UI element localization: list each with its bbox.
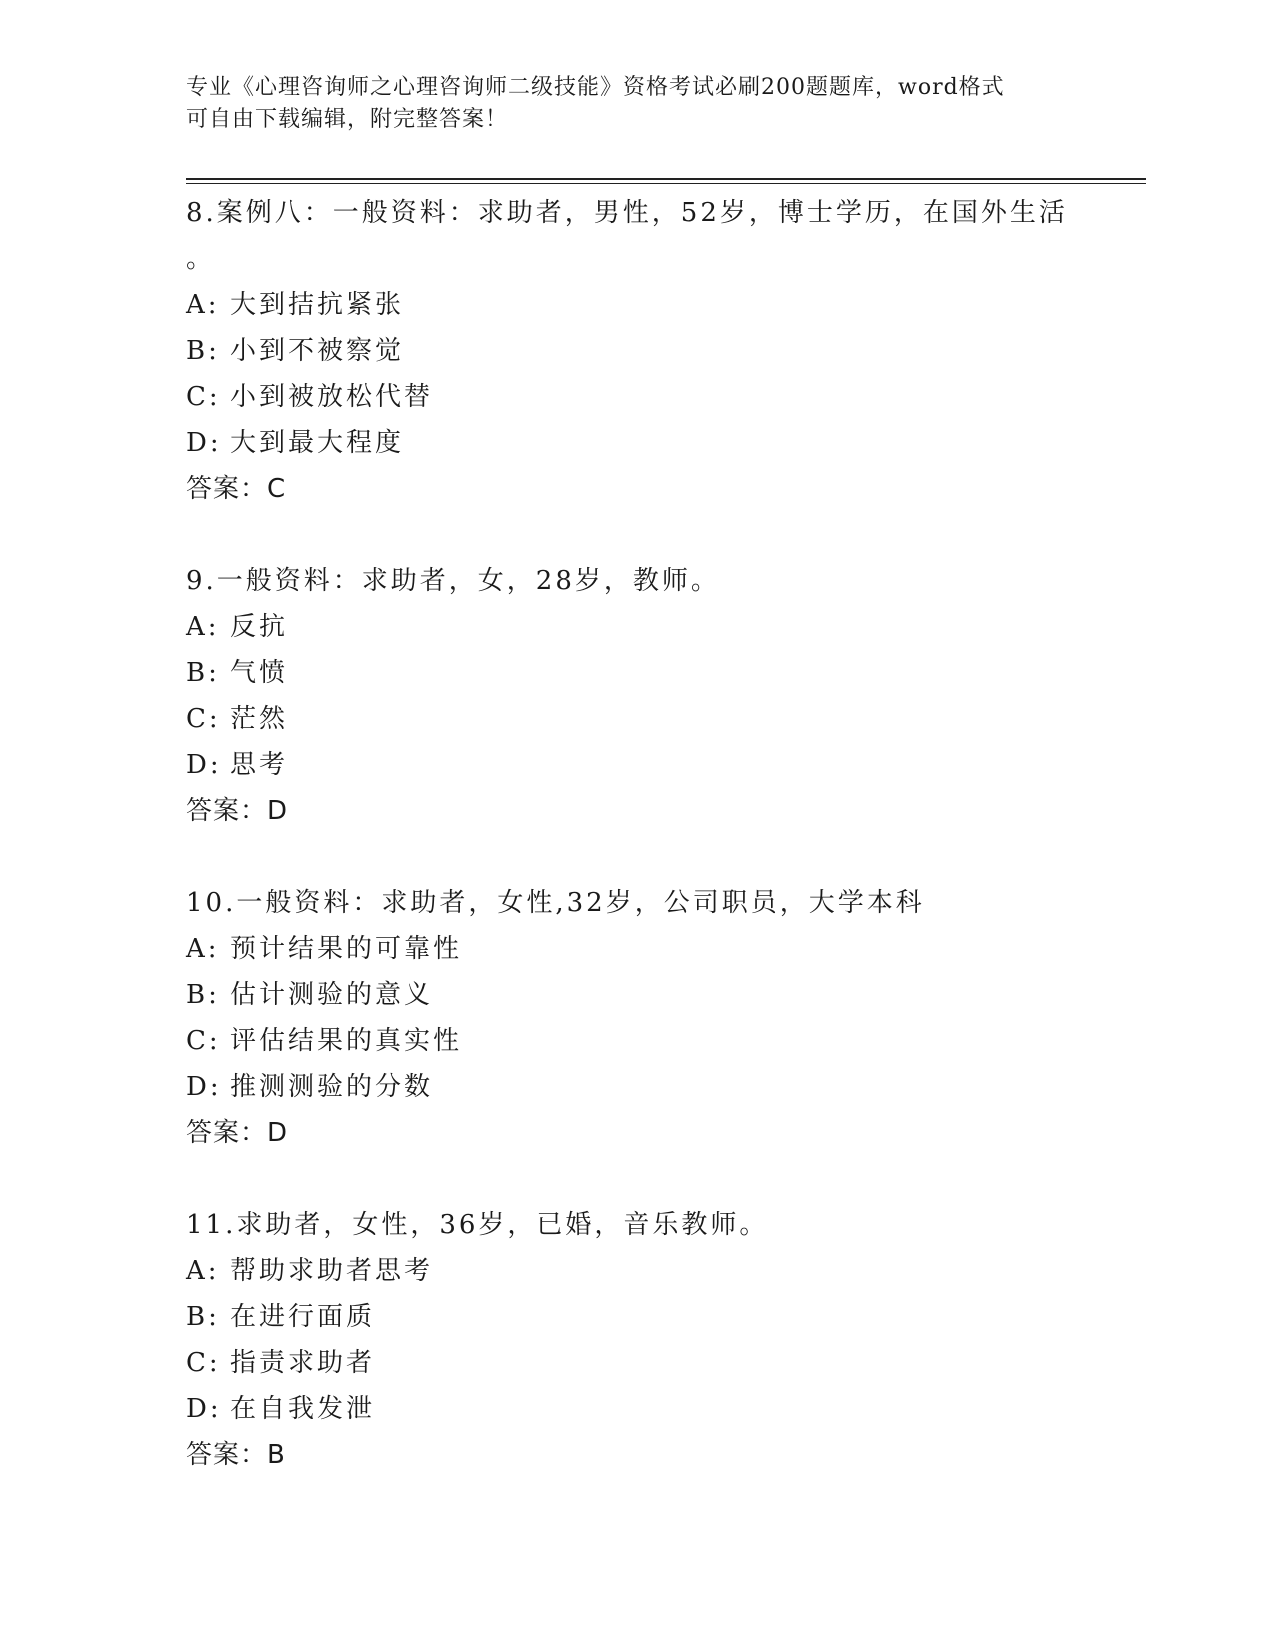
option-a: [186, 1248, 1146, 1294]
question-list: [186, 190, 1146, 1524]
option-key: B:: [186, 1302, 220, 1332]
option-text: 在自我发泄: [230, 1394, 376, 1424]
question-item: [186, 1202, 1146, 1478]
header-rule-thick: [186, 178, 1146, 180]
option-text: 帮助求助者思考: [230, 1256, 434, 1286]
header-line-1: 专业《心理咨询师之心理咨询师二级技能》资格考试必刷200题题库，word格式: [186, 75, 1005, 100]
option-b: [186, 328, 1146, 374]
question-stem-continuation: 。: [186, 244, 216, 274]
option-key: D:: [186, 1072, 222, 1102]
option-text: 指责求助者: [230, 1348, 376, 1378]
option-text: 小到被放松代替: [230, 382, 434, 412]
option-key: D:: [186, 750, 222, 780]
question-item: [186, 880, 1146, 1156]
option-key: C:: [186, 704, 221, 734]
option-c: [186, 1340, 1146, 1386]
option-key: C:: [186, 382, 221, 412]
option-key: C:: [186, 1026, 221, 1056]
answer-line: 答案：D: [186, 796, 289, 826]
option-key: A:: [186, 290, 220, 320]
option-key: B:: [186, 658, 220, 688]
option-d: [186, 420, 1146, 466]
option-text: 预计结果的可靠性: [230, 934, 463, 964]
option-c: [186, 1018, 1146, 1064]
option-b: [186, 972, 1146, 1018]
option-c: [186, 696, 1146, 742]
option-text: 小到不被察觉: [230, 336, 405, 366]
question-stem: 10.一般资料：求助者，女性,32岁，公司职员，大学本科: [186, 888, 925, 918]
option-text: 反抗: [230, 612, 289, 642]
answer-line: 答案：B: [186, 1440, 286, 1470]
option-text: 气愤: [230, 658, 289, 688]
option-text: 估计测验的意义: [230, 980, 434, 1010]
option-text: 推测测验的分数: [230, 1072, 434, 1102]
option-a: [186, 604, 1146, 650]
option-b: [186, 1294, 1146, 1340]
option-d: [186, 742, 1146, 788]
answer-line: 答案：D: [186, 1118, 289, 1148]
document-header: [186, 72, 1066, 136]
option-key: A:: [186, 934, 220, 964]
answer-line: 答案：C: [186, 474, 287, 504]
header-line-2: 可自由下载编辑，附完整答案！: [186, 107, 509, 132]
option-b: [186, 650, 1146, 696]
option-key: B:: [186, 980, 220, 1010]
option-a: [186, 282, 1146, 328]
option-c: [186, 374, 1146, 420]
option-d: [186, 1064, 1146, 1110]
option-text: 茫然: [230, 704, 289, 734]
option-key: B:: [186, 336, 220, 366]
option-text: 思考: [230, 750, 289, 780]
question-item: [186, 190, 1146, 512]
option-key: A:: [186, 1256, 220, 1286]
option-text: 大到最大程度: [230, 428, 405, 458]
option-key: D:: [186, 1394, 222, 1424]
question-item: [186, 558, 1146, 834]
option-key: A:: [186, 612, 220, 642]
question-stem: 8.案例八：一般资料：求助者，男性，52岁，博士学历，在国外生活: [186, 198, 1068, 228]
option-text: 大到拮抗紧张: [230, 290, 405, 320]
option-text: 在进行面质: [230, 1302, 376, 1332]
option-a: [186, 926, 1146, 972]
header-rule-thin: [186, 183, 1146, 184]
option-d: [186, 1386, 1146, 1432]
option-key: D:: [186, 428, 222, 458]
option-key: C:: [186, 1348, 221, 1378]
option-text: 评估结果的真实性: [230, 1026, 463, 1056]
question-stem: 9.一般资料：求助者，女，28岁，教师。: [186, 566, 720, 596]
question-stem: 11.求助者，女性，36岁，已婚，音乐教师。: [186, 1210, 769, 1240]
